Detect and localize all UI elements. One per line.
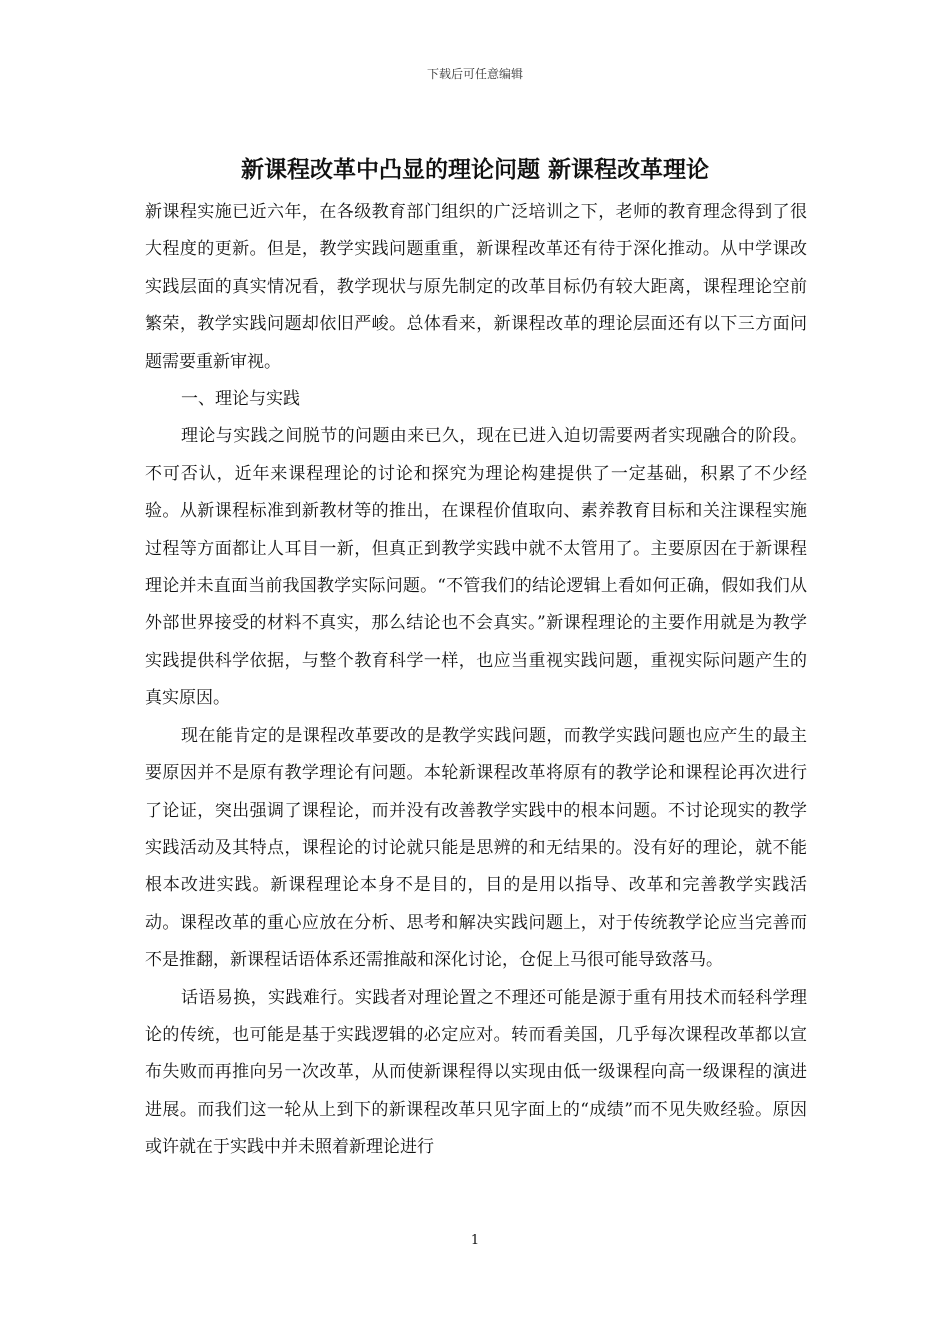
paragraph-theory-practice: 理论与实践之间脱节的问题由来已久，现在已进入迫切需要两者实现融合的阶段。不可否认，近年来课程理论的讨论和探究为理论构建提供了一定基础，积累了不少经验。从新课程标准到新教材等的推出，在课程价值取向、素养教育目标和关注课程实施过程等方面都让人耳目一新，但真正到教学实践中就不太管用了。主要原因在于新课程理论并未直面当前我国教学实际问题。“不管我们的结论逻辑上看如何正确，假如我们从外部世界接受的材料不真实，那么结论也不会真实。”新课程理论的主要作用就是为教学实践提供科学依据，与整个教育科学一样，也应当重视实践问题，重视实际问题产生的真实原因。 [145, 426, 807, 709]
paragraph-intro: 新课程实施已近六年，在各级教育部门组织的广泛培训之下，老师的教育理念得到了很大程度的更新。但是，教学实践问题重重，新课程改革还有待于深化推动。从中学课改实践层面的真实情况看，教学现状与原先制定的改革目标仍有较大距离，课程理论空前繁荣，教学实践问题却依旧严峻。总体看来，新课程改革的理论层面还有以下三方面问题需要重新审视。 [145, 202, 807, 372]
document-body [145, 194, 807, 1167]
page-header: 下载后可任意编辑 [426, 67, 523, 81]
paragraph-discourse-practice: 话语易换，实践难行。实践者对理论置之不理还可能是源于重有用技术而轻科学理论的传统，也可能是基于实践逻辑的必定应对。转而看美国，几乎每次课程改革都以宣布失败而再推向另一次改革，从而使新课程得以实现由低一级课程向高一级课程的演进进展。而我们这一轮从上到下的新课程改革只见字面上的“成绩”而不见失败经验。原因或许就在于实践中并未照着新理论进行 [145, 987, 807, 1158]
section-heading-theory-practice: 一、理论与实践 [181, 389, 300, 410]
document-title: 新课程改革中凸显的理论问题 新课程改革理论 [240, 156, 709, 183]
page-number: 1 [470, 1233, 480, 1248]
paragraph-curriculum-reform: 现在能肯定的是课程改革要改的是教学实践问题，而教学实践问题也应产生的最主要原因并不是原有教学理论有问题。本轮新课程改革将原有的教学论和课程论再次进行了论证，突出强调了课程论，而并没有改善教学实践中的根本问题。不讨论现实的教学实践活动及其特点，课程论的讨论就只能是思辨的和无结果的。没有好的理论，就不能根本改进实践。新课程理论本身不是目的，目的是用以指导、改革和完善教学实践活动。课程改革的重心应放在分析、思考和解决实践问题上，对于传统教学论应当完善而不是推翻，新课程话语体系还需推敲和深化讨论，仓促上马很可能导致落马。 [145, 725, 807, 971]
